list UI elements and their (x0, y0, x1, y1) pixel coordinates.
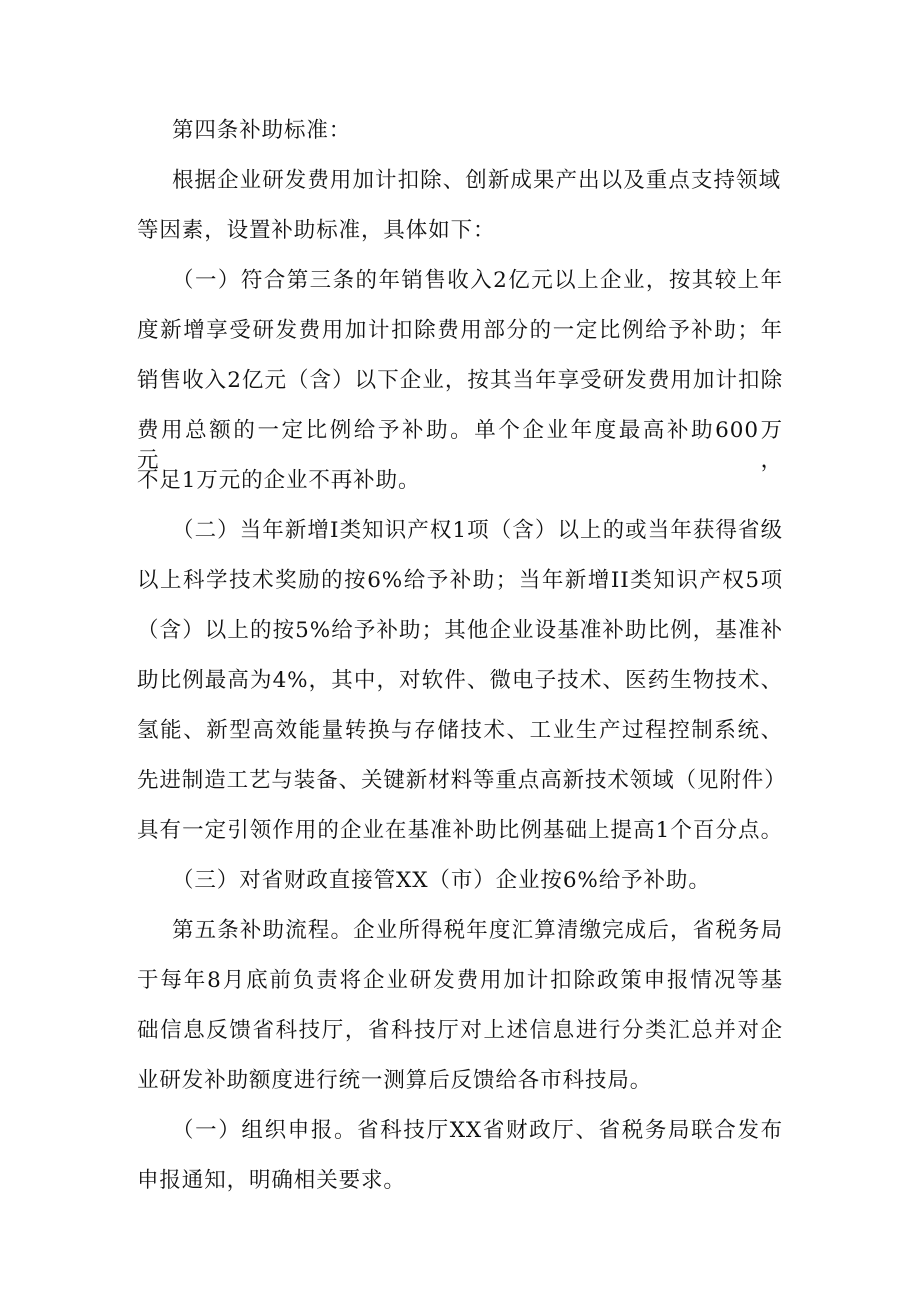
article-5-line: 础信息反馈省科技厅，省科技厅对上述信息进行分类汇总并对企 (137, 1018, 783, 1043)
article-5-line: 业研发补助额度进行统一测算后反馈给各市科技局。 (137, 1068, 653, 1093)
clause-2-line: 先进制造工艺与装备、关键新材料等重点高新技术领域（见附件） (137, 768, 787, 793)
clause-2-line: 具有一定引领作用的企业在基准补助比例基础上提高1个百分点。 (137, 818, 783, 843)
paragraph-line: 等因素，设置补助标准，具体如下： (137, 218, 496, 243)
clause-2-line: （二）当年新增I类知识产权1项（含）以上的或当年获得省级 (172, 518, 783, 543)
clause-1-line: 销售收入2亿元（含）以下企业，按其当年享受研发费用加计扣除 (137, 368, 783, 393)
article-4-heading: 第四条补助标准： (172, 118, 352, 143)
clause-2-line: （含）以上的按5%给予补助；其他企业设基准补助比例，基准补 (137, 618, 783, 643)
clause-1-line: （一）符合第三条的年销售收入2亿元以上企业，按其较上年 (172, 268, 783, 293)
clause-1-line: 不足1万元的企业不再补助。 (137, 468, 421, 493)
clause-2-line: 氢能、新型高效能量转换与存储技术、工业生产过程控制系统、 (137, 718, 783, 743)
clause-1-line: 度新增享受研发费用加计扣除费用部分的一定比例给予补助；年 (137, 318, 783, 343)
sub-clause-1-line: （一）组织申报。省科技厅XX省财政厅、省税务局联合发布 (172, 1118, 783, 1143)
sub-clause-1-line: 申报通知，明确相关要求。 (137, 1168, 406, 1193)
article-5-line: 于每年8月底前负责将企业研发费用加计扣除政策申报情况等基 (137, 968, 783, 993)
paragraph-line: 根据企业研发费用加计扣除、创新成果产出以及重点支持领域 (172, 168, 781, 193)
clause-2-line: 助比例最高为4%，其中，对软件、微电子技术、医药生物技术、 (137, 668, 783, 693)
clause-2-line: 以上科学技术奖励的按6%给予补助；当年新增II类知识产权5项 (137, 568, 783, 593)
clause-3-line: （三）对省财政直接管XX（市）企业按6%给予补助。 (172, 868, 711, 893)
clause-1-line: 费用总额的一定比例给予补助。单个企业年度最高补助600万元， (137, 418, 783, 473)
article-5-line: 第五条补助流程。企业所得税年度汇算清缴完成后，省税务局 (172, 918, 783, 943)
